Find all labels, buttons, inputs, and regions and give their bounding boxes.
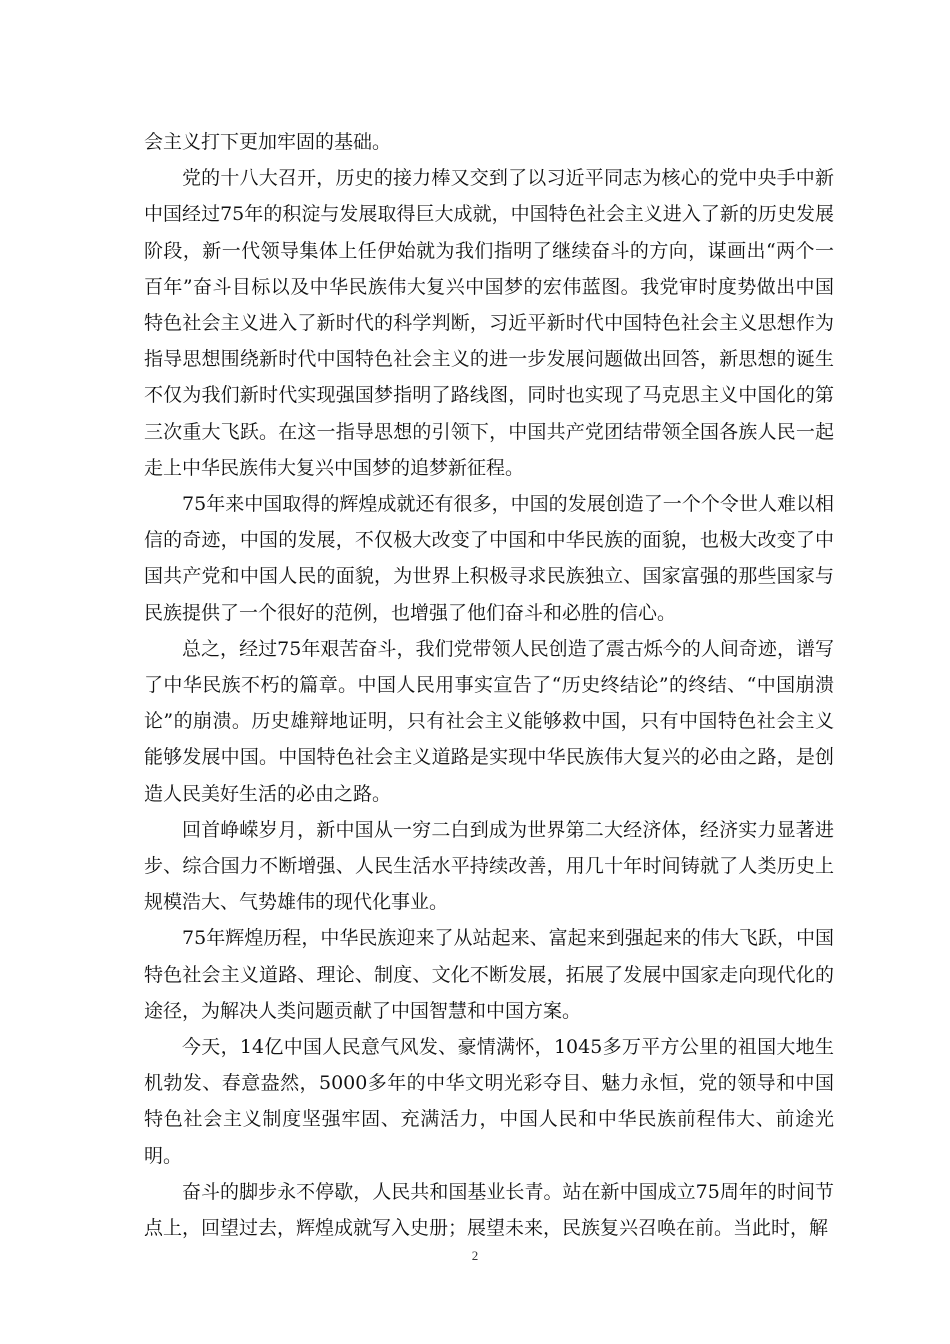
paragraph-8: 奋斗的脚步永不停歇，人民共和国基业长青。站在新中国成立75周年的时间节点上，回望过去，辉煌成就写入史册；展望未来，民族复兴召唤在前。当此时，解 (144, 1180, 834, 1240)
page-number: 2 (471, 1248, 479, 1263)
paragraph-4: 总之，经过75年艰苦奋斗，我们党带领人民创造了震古烁今的人间奇迹，谱写了中华民族不朽的篇章。中国人民用事实宣告了“历史终结论”的终结、“中国崩溃论”的崩溃。历史雄辩地证明，只有社会主义能够救中国，只有中国特色社会主义能够发展中国。中国特色社会主义道路是实现中华民族伟大复兴的必由之路，是创造人民美好生活的必由之路。 (144, 637, 834, 805)
paragraph-3: 75年来中国取得的辉煌成就还有很多，中国的发展创造了一个个令世人难以相信的奇迹，中国的发展，不仅极大改变了中国和中华民族的面貌，也极大改变了中国共产党和中国人民的面貌，为世界上积极寻求民族独立、国家富强的那些国家与民族提供了一个很好的范例，也增强了他们奋斗和必胜的信心。 (144, 493, 834, 624)
paragraph-2: 党的十八大召开，历史的接力棒又交到了以习近平同志为核心的党中央手中新中国经过75年的积淀与发展取得巨大成就，中国特色社会主义进入了新的历史发展阶段，新一代领导集体上任伊始就为我们指明了继续奋斗的方向，谋画出“两个一百年”奋斗目标以及中华民族伟大复兴中国梦的宏伟蓝图。我党审时度势做出中国特色社会主义进入了新时代的科学判断，习近平新时代中国特色社会主义思想作为指导思想围绕新时代中国特色社会主义的进一步发展问题做出回答，新思想的诞生不仅为我们新时代实现强国梦指明了路线图，同时也实现了马克思主义中国化的第三次重大飞跃。在这一指导思想的引领下，中国共产党团结带领全国各族人民一起走上中华民族伟大复兴中国梦的追梦新征程。 (144, 167, 834, 479)
body-text (144, 124, 834, 1246)
paragraph-7: 今天，14亿中国人民意气风发、豪情满怀，1045多万平方公里的祖国大地生机勃发、春意盎然，5000多年的中华文明光彩夺目、魅力永恒，党的领导和中国特色社会主义制度坚强牢固、充满活力，中国人民和中华民族前程伟大、前途光明。 (144, 1036, 834, 1167)
paragraph-1: 会主义打下更加牢固的基础。 (144, 131, 392, 153)
paragraph-6: 75年辉煌历程，中华民族迎来了从站起来、富起来到强起来的伟大飞跃，中国特色社会主义道路、理论、制度、文化不断发展，拓展了发展中国家走向现代化的途径，为解决人类问题贡献了中国智慧和中国方案。 (144, 927, 834, 1022)
paragraph-5: 回首峥嵘岁月，新中国从一穷二白到成为世界第二大经济体，经济实力显著进步、综合国力不断增强、人民生活水平持续改善，用几十年时间铸就了人类历史上规模浩大、气势雄伟的现代化事业。 (144, 818, 834, 914)
